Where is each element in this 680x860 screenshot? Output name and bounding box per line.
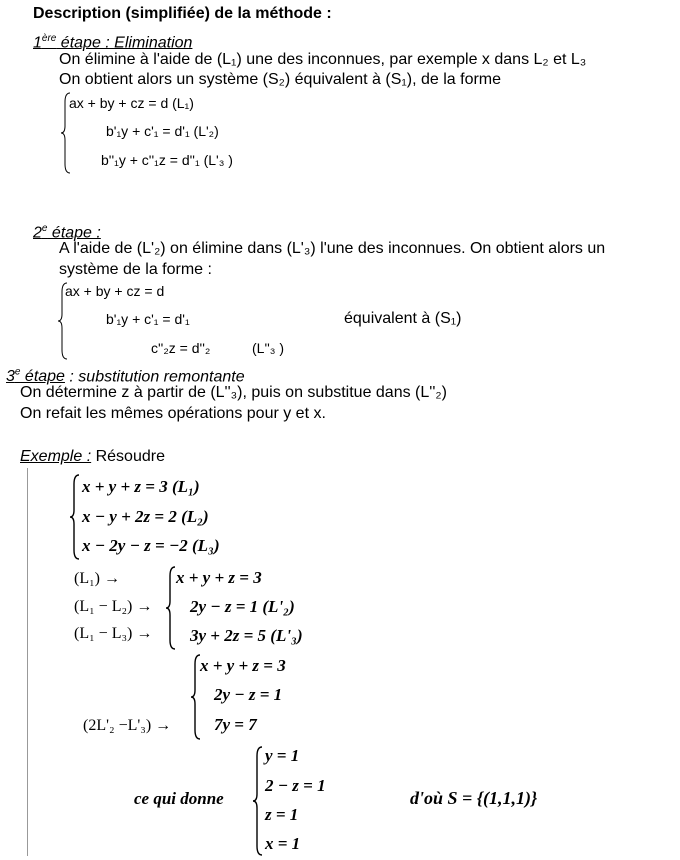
- example-system2-eq1: x + y + z = 3: [176, 568, 262, 587]
- example-system4-eq3: z = 1: [265, 805, 299, 824]
- example-heading: Exemple : Résoudre: [20, 448, 165, 465]
- step1-heading: 1ère étape : Elimination: [33, 33, 193, 52]
- system2-eq3-label: (L''₃ ): [252, 340, 285, 356]
- system1-eq3: b''₁y + c''₁z = d''₁ (L'₃ ): [101, 152, 233, 168]
- example-system3-eq3: 7y = 7: [214, 715, 257, 734]
- op-l1-minus-l2: (L₁ − L₂) →: [74, 598, 153, 615]
- step2-heading: 2e étape :: [33, 223, 101, 242]
- system2-eq3: c''₂z = d''₂: [151, 340, 211, 356]
- step3-heading: 3e étape : substitution remontante: [6, 367, 245, 386]
- op-l1: (L₁) →: [74, 570, 121, 587]
- left-brace-icon: [69, 474, 81, 560]
- example-system1-eq2: x − y + 2z = 2 (L₂): [82, 507, 209, 526]
- equivalent-text: équivalent à (S₁): [344, 310, 462, 327]
- ce-qui-donne: ce qui donne: [134, 789, 224, 808]
- example-margin-line: [27, 468, 28, 856]
- example-system4-eq1: y = 1: [265, 746, 300, 765]
- example-system4-eq4: x = 1: [265, 834, 301, 853]
- system2-eq2: b'₁y + c'₁ = d'₁: [106, 311, 190, 327]
- op-2l2-minus-l3: (2L'₂ −L'₃) →: [83, 717, 172, 734]
- example-system1-eq1: x + y + z = 3 (L₁): [82, 477, 200, 496]
- step1-line2: On obtient alors un système (S₂) équivalent à (S₁), de la forme: [59, 71, 502, 88]
- system1-eq1: ax + by + cz = d (L₁): [69, 95, 194, 111]
- system2-eq1: ax + by + cz = d: [65, 283, 165, 299]
- step2-line1: A l'aide de (L'₂) on élimine dans (L'₃) l'une des inconnues. On obtient alors un: [59, 240, 606, 257]
- example-system3-eq2: 2y − z = 1: [214, 685, 283, 704]
- example-system2-eq3: 3y + 2z = 5 (L'₃): [190, 626, 303, 645]
- example-system4-eq2: 2 − z = 1: [265, 776, 326, 795]
- step1-line1: On élimine à l'aide de (L₁) une des inconnues, par exemple x dans L₂ et L₃: [59, 51, 587, 68]
- example-system1-eq3: x − 2y − z = −2 (L₃): [82, 536, 220, 555]
- solution-set: d'où S = {(1,1,1)}: [410, 788, 538, 808]
- system1-eq2: b'₁y + c'₁ = d'₁ (L'₂): [106, 123, 219, 139]
- example-system3-eq1: x + y + z = 3: [200, 656, 286, 675]
- example-system2-eq2: 2y − z = 1 (L'₂): [190, 597, 295, 616]
- step2-line2: système de la forme :: [59, 261, 212, 278]
- step3-line1: On détermine z à partir de (L''₃), puis on substitue dans (L''₂): [20, 384, 447, 401]
- step3-line2: On refait les mêmes opérations pour y et x.: [20, 405, 326, 422]
- page-title: Description (simplifiée) de la méthode :: [33, 5, 332, 22]
- op-l1-minus-l3: (L₁ − L₃) →: [74, 625, 153, 642]
- left-brace-icon: [252, 746, 264, 856]
